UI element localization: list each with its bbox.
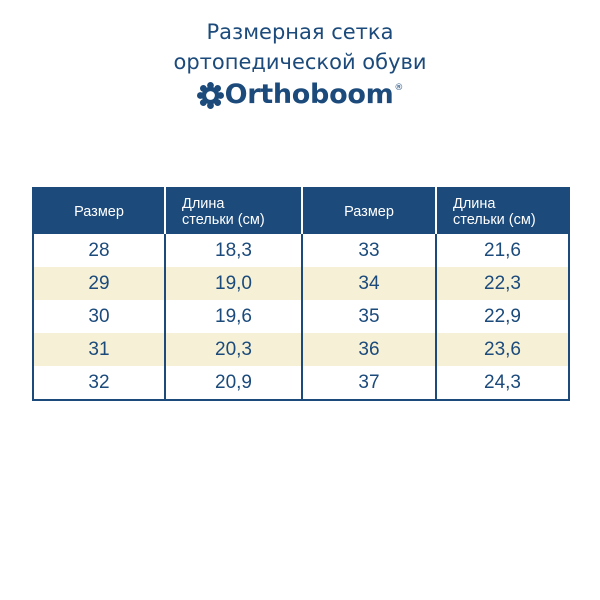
size-table (32, 187, 570, 401)
size-cell: 29 (33, 267, 165, 300)
header-size-label: Размер (74, 203, 124, 220)
length-cell: 21,6 (436, 234, 569, 267)
size-cell: 36 (302, 333, 436, 366)
header-insole-length (165, 188, 302, 234)
length-cell: 18,3 (165, 234, 302, 267)
table-row (33, 267, 569, 300)
size-cell: 32 (33, 366, 165, 400)
length-cell: 22,9 (436, 300, 569, 333)
header-size (302, 188, 436, 234)
size-cell: 37 (302, 366, 436, 400)
header-insole-length-line-1: Длина (182, 195, 225, 212)
size-cell: 30 (33, 300, 165, 333)
header-insole-length (436, 188, 569, 234)
table-header-row (33, 188, 569, 234)
header-insole-length-line-2: стельки (см) (453, 211, 536, 228)
table-row (33, 366, 569, 400)
header-size-label: Размер (344, 203, 394, 220)
table-row (33, 333, 569, 366)
gear-flower-logo-icon (197, 82, 224, 109)
header-insole-length-line-1: Длина (453, 195, 496, 212)
length-cell: 20,3 (165, 333, 302, 366)
size-cell: 28 (33, 234, 165, 267)
length-cell: 19,6 (165, 300, 302, 333)
size-cell: 31 (33, 333, 165, 366)
header-size (33, 188, 165, 234)
table-row (33, 300, 569, 333)
title-line-2: ортопедической обуви (173, 50, 427, 74)
brand-name: Orthoboom (224, 79, 394, 110)
length-cell: 20,9 (165, 366, 302, 400)
length-cell: 24,3 (436, 366, 569, 400)
length-cell: 23,6 (436, 333, 569, 366)
brand-logo (0, 79, 600, 113)
table-row (33, 234, 569, 267)
size-cell: 35 (302, 300, 436, 333)
registered-mark: ® (394, 83, 404, 93)
size-cell: 33 (302, 234, 436, 267)
length-cell: 22,3 (436, 267, 569, 300)
title-line-1: Размерная сетка (206, 20, 394, 44)
size-cell: 34 (302, 267, 436, 300)
header-insole-length-line-2: стельки (см) (182, 211, 265, 228)
length-cell: 19,0 (165, 267, 302, 300)
